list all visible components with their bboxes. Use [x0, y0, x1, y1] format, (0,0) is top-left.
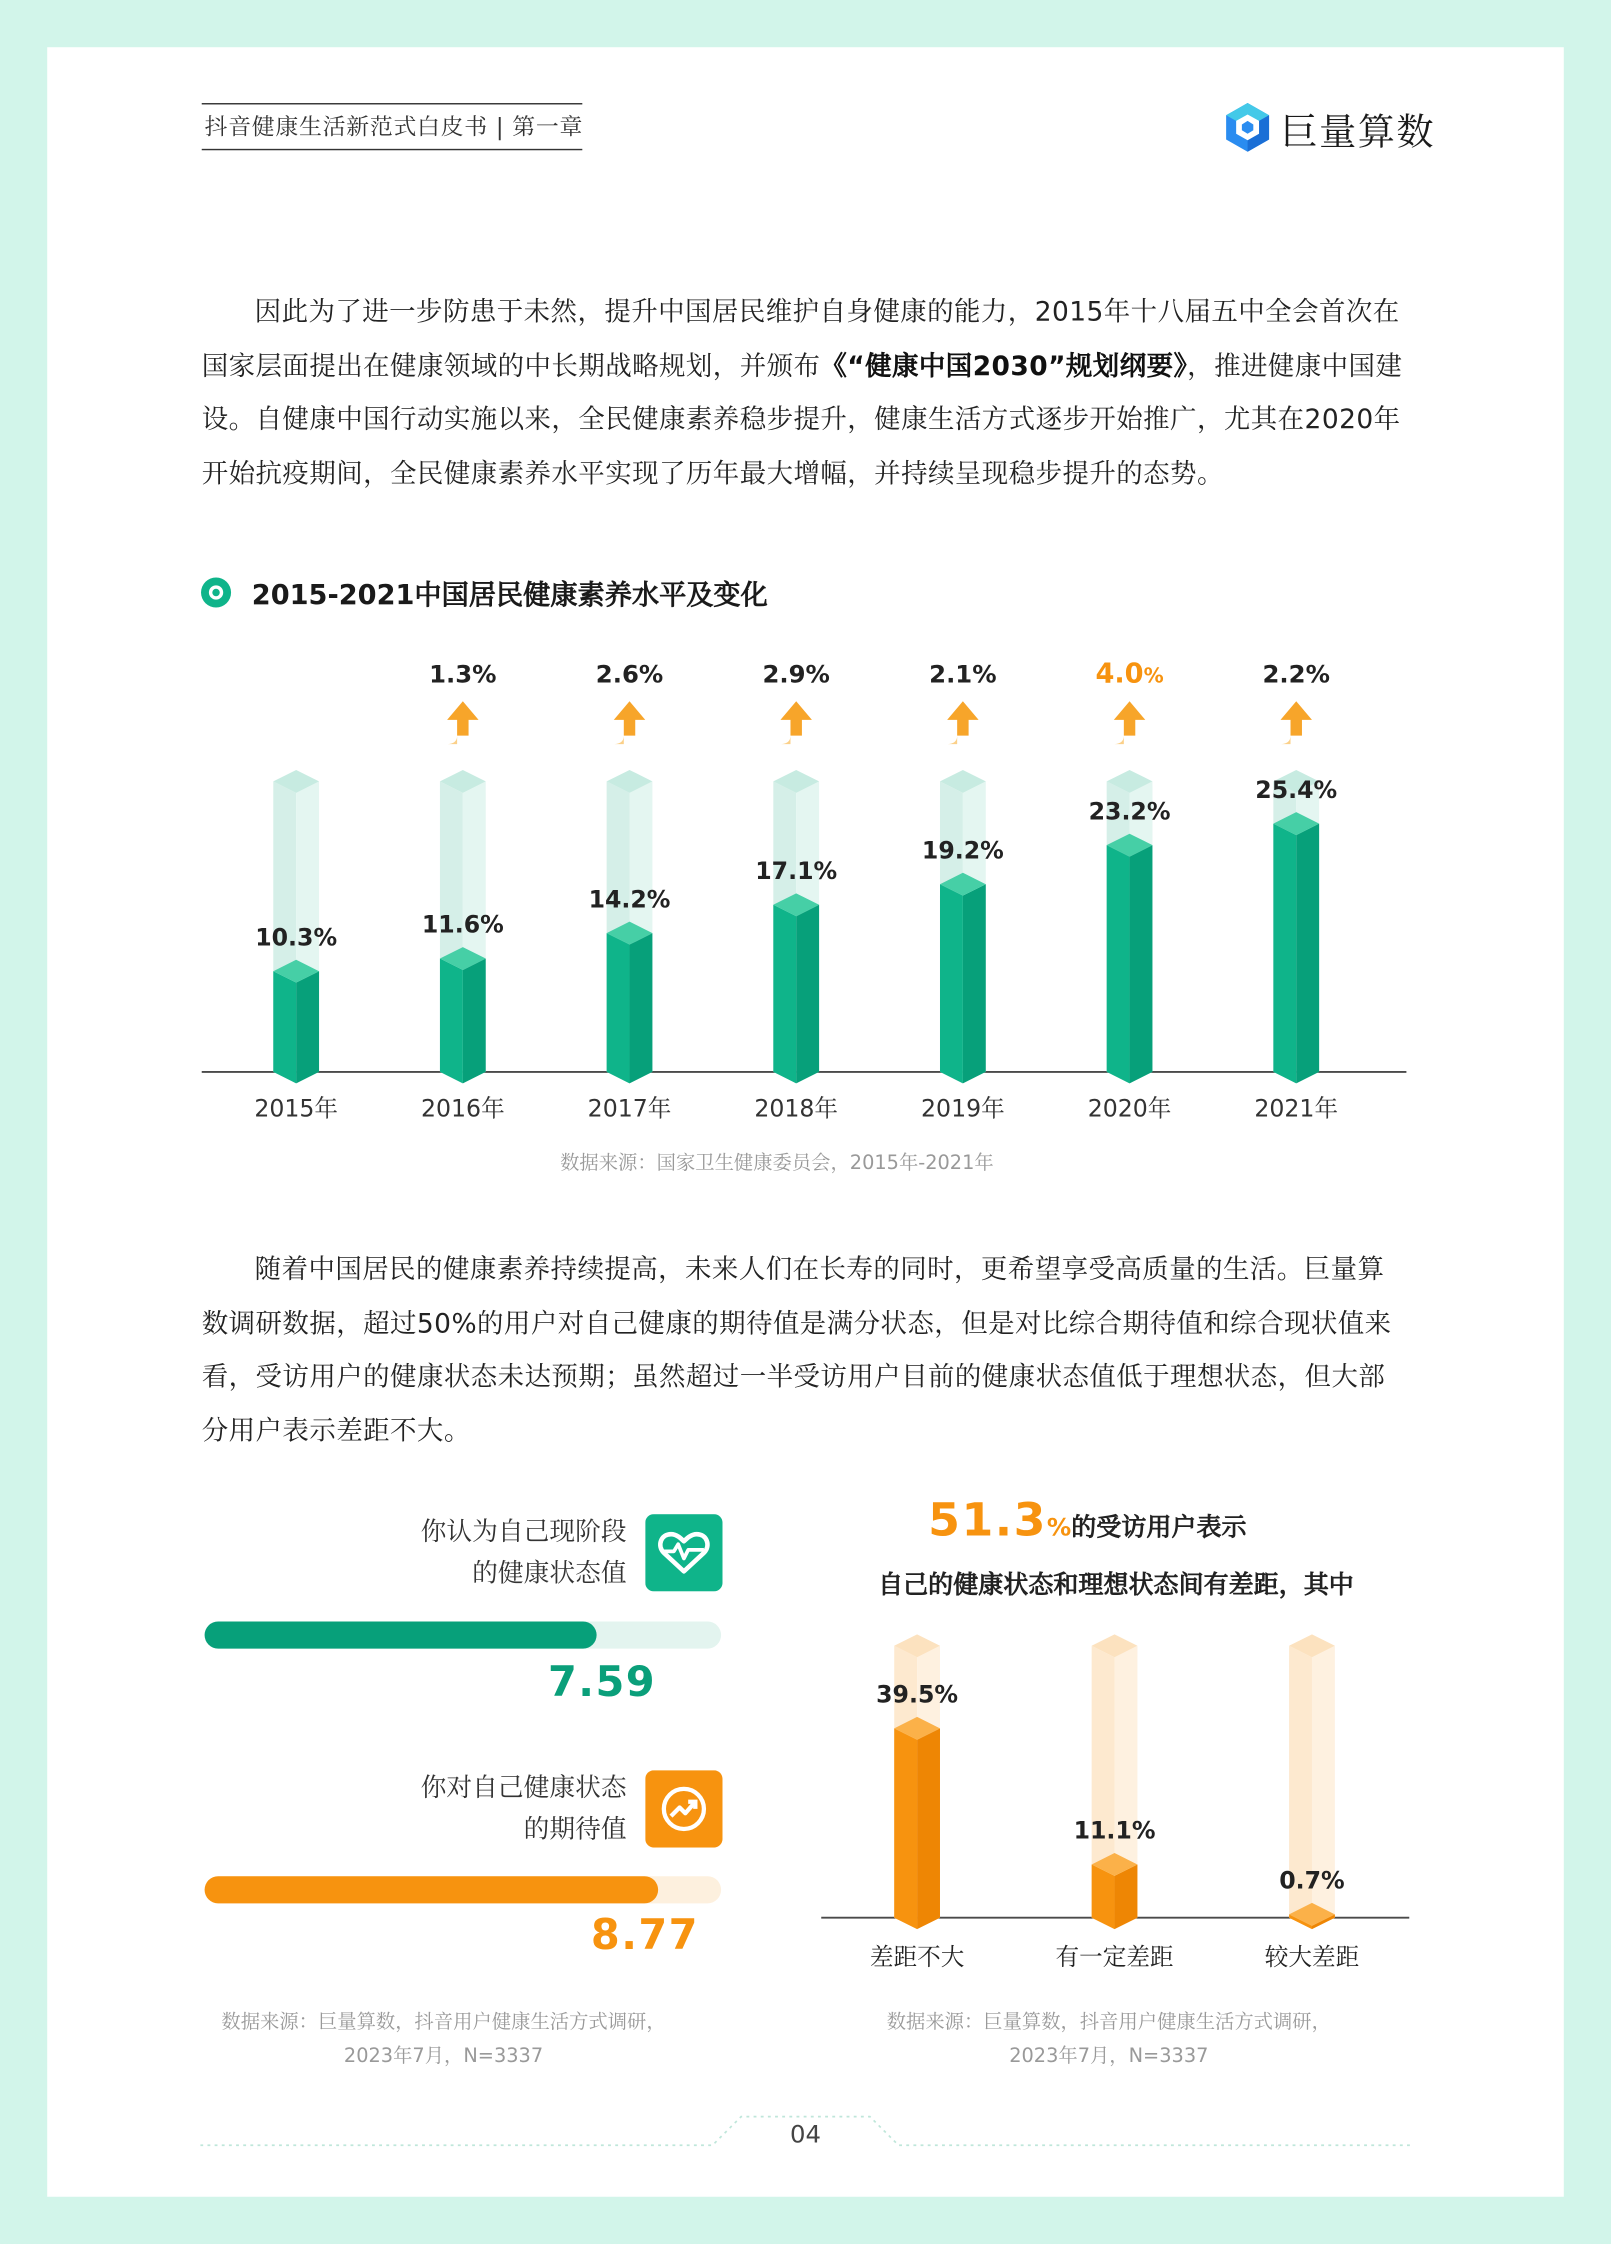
chart1-change-arrow-icon	[1279, 701, 1312, 744]
chart1-change-arrow-icon	[779, 701, 812, 744]
current-score-value: 7.59	[547, 1657, 657, 1706]
chart2-value-label: 11.1%	[1073, 1816, 1156, 1845]
chart1-x-tick: 2020年	[1087, 1094, 1172, 1123]
chart2-x-tick: 差距不大	[869, 1942, 965, 1971]
chart1-x-tick: 2018年	[754, 1094, 839, 1123]
document-title: 抖音健康生活新范式白皮书 | 第一章	[204, 113, 584, 141]
chart1-value-label: 14.2%	[588, 885, 671, 914]
chart1-bar	[607, 922, 653, 1084]
page-number: 04	[790, 2120, 821, 2150]
chart1-change-label: 2.1%	[929, 659, 997, 689]
chart2-source-line2: 2023年7月，N=3337	[1009, 2045, 1209, 2068]
chart1-change-arrow-icon	[946, 701, 979, 744]
expected-score-value: 8.77	[590, 1910, 700, 1960]
chart2-source	[858, 2005, 1359, 2074]
chart1-x-tick: 2017年	[587, 1094, 672, 1123]
chart1-change-arrow-icon	[446, 701, 479, 744]
chart1-bar	[440, 947, 486, 1083]
chart2-gap-distribution	[801, 1617, 1431, 1982]
chart1-x-tick: 2019年	[921, 1094, 1005, 1123]
header-rule-bottom	[202, 149, 583, 150]
chart1-change-label: 4.0%	[1095, 658, 1164, 690]
chart1-bar	[940, 873, 986, 1084]
chart1-value-label: 19.2%	[921, 836, 1004, 865]
chart1-bar	[273, 960, 319, 1084]
middle-paragraph	[202, 1244, 1410, 1459]
chart1-bar	[1273, 812, 1319, 1083]
heart-pulse-icon	[645, 1514, 722, 1591]
intro-text-1: 因此为了进一步防患于未然，提升中国居民维护自身健康的能力，2015年十八届五中全会首次在国家层面提出在健康领域的中长期战略规划，并颁布	[201, 297, 1400, 382]
chart1-value-label: 25.4%	[1255, 775, 1338, 804]
header-rule-top	[202, 103, 583, 104]
current-score-label	[197, 1511, 626, 1594]
chart2-bar	[894, 1717, 940, 1929]
middle-paragraph-text: 随着中国居民的健康素养持续提高，未来人们在长寿的同时，更希望享受高质量的生活。巨量算数调研数据，超过50%的用户对自己健康的期待值是满分状态，但是对比综合期待值和综合现状值来看，受访用户的健康状态未达预期；虽然超过一半受访用户目前的健康状态值低于理想状态，但大部分用户表示差距不大。	[201, 1255, 1392, 1447]
chart2-headline-number: 51.3	[928, 1492, 1047, 1548]
chart2-bar	[1092, 1853, 1138, 1929]
chart1-change-label: 2.6%	[595, 659, 664, 689]
chart2-headline-text: 的受访用户表示	[1071, 1514, 1247, 1543]
intro-paragraph	[202, 286, 1410, 501]
chart1-value-label: 11.6%	[421, 910, 504, 939]
current-score-track	[205, 1621, 721, 1648]
current-score-fill	[205, 1621, 597, 1648]
chart2-x-tick: 较大差距	[1264, 1942, 1360, 1971]
expected-score-label	[197, 1767, 626, 1850]
scores-source-line2: 2023年7月，N=3337	[343, 2045, 544, 2068]
chart1-title: 2015-2021中国居民健康素养水平及变化	[251, 579, 768, 612]
chart2-x-tick: 有一定差距	[1055, 1942, 1174, 1971]
chart1-value-label: 23.2%	[1088, 797, 1171, 826]
chart1-bar	[1107, 834, 1153, 1084]
trend-up-icon	[645, 1770, 722, 1847]
chart2-headline-unit: %	[1046, 1514, 1072, 1543]
intro-bold-title: 《“健康中国2030”规划纲要》	[820, 351, 1188, 382]
chart1-value-label: 17.1%	[755, 857, 838, 886]
intro-text-2: ，推进健康中国建设。自健康中国行动实施以来，全民健康素养稳步提升，健康生活方式逐步开始推广，尤其在2020年开始抗疫期间，全民健康素养水平实现了历年最大增幅，并持续呈现稳步提升的态势。	[201, 351, 1403, 489]
chart1-health-literacy	[186, 630, 1431, 1145]
brand-name: 巨量算数	[1280, 111, 1436, 155]
scores-source-line1: 数据来源：巨量算数，抖音用户健康生活方式调研，	[221, 2010, 666, 2034]
chart1-change-label: 2.2%	[1262, 659, 1330, 689]
chart1-value-label: 10.3%	[255, 923, 338, 952]
chart2-source-line1: 数据来源：巨量算数，抖音用户健康生活方式调研，	[886, 2010, 1331, 2034]
chart1-x-tick: 2021年	[1254, 1094, 1339, 1123]
scores-source	[200, 2005, 686, 2074]
chart1-bar	[773, 893, 819, 1083]
chart2-headline	[801, 1493, 1373, 1547]
current-score-label-line1: 你认为自己现阶段	[420, 1516, 627, 1548]
chart1-change-label: 1.3%	[429, 659, 497, 689]
expected-score-fill	[205, 1876, 658, 1903]
chart2-value-label: 39.5%	[876, 1680, 959, 1709]
chart1-change-arrow-icon	[612, 701, 645, 744]
expected-score-label-line1: 你对自己健康状态	[420, 1773, 627, 1804]
section-bullet-icon	[200, 577, 231, 608]
chart1-x-tick: 2016年	[420, 1094, 505, 1123]
chart1-change-arrow-icon	[1112, 701, 1145, 744]
expected-score-track	[205, 1876, 721, 1903]
chart2-headline-line2: 自己的健康状态和理想状态间有差距，其中	[878, 1571, 1354, 1600]
chart1-source: 数据来源：国家卫生健康委员会，2015年-2021年	[560, 1152, 994, 1175]
chart1-change-label: 2.9%	[762, 659, 830, 689]
chart1-x-tick: 2015年	[254, 1094, 339, 1123]
brand-logo-icon	[1223, 102, 1272, 154]
current-score-label-line2: 的健康状态值	[472, 1558, 627, 1589]
expected-score-label-line2: 的期待值	[523, 1814, 627, 1845]
chart2-value-label: 0.7%	[1279, 1866, 1345, 1895]
